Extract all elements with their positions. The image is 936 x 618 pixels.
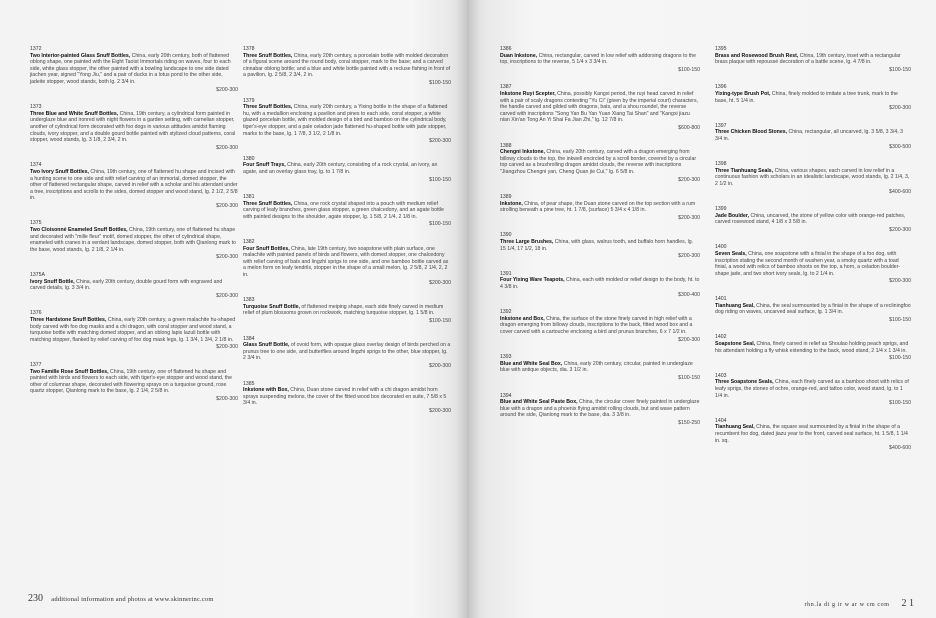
lot-number: 1395: [715, 46, 727, 52]
lot-details: China, finely carved in relief as Shoulao holding peach sprigs, and his attendant holding a fly whisk extending to the back, wood stand, 2 1/4 x 1 3/4 in.: [715, 341, 909, 354]
lot-details: of ovoid form, with opaque glass overlay design of birds perched on a prunus tree to one side, and butterflies around lingzhi sprigs to the other, blue stopper, lg. 2 3/4 in.: [243, 342, 451, 362]
lot-title: Three Tianhuang Seals,: [715, 167, 774, 174]
lot-details: China, each finely carved as a bamboo shoot with relics of leafy sprigs, the stones of ochre, orange-red, and tattoo color, wood stand, lg. to 1 1/4 in.: [715, 379, 909, 399]
left-page-number: 230: [28, 593, 43, 604]
lot-title: Duan Inkstone,: [500, 52, 538, 59]
lot-entry: [500, 194, 700, 221]
lot-description: [30, 317, 238, 343]
lot-details: China, uncarved, the stone of yellow color with orange-red patches, carved rosewood stand, 4 1/8 x 3 5/8 in.: [715, 212, 906, 226]
lot-title: Seven Seals,: [715, 251, 747, 258]
lot-description: [715, 213, 911, 226]
lot-title: Two Cloisonné Enameled Snuff Bottles,: [30, 227, 128, 234]
lot-entry: [500, 309, 700, 343]
lot-title: Glass Snuff Bottle,: [243, 342, 290, 349]
lot-entry: [243, 239, 451, 286]
lot-details: China, various shapes, each carved in low relief in a continuous fashion with scholars in an idealistic landscape, wood stands, lg. 2 1/4, 3, 2 1/2 in.: [715, 167, 910, 187]
lot-title: Inkstone with Box,: [243, 387, 289, 394]
lot-details: of flattened meiping shape, each side finely carved in medium relief of plum blossoms grown on rockwork, matching turquoise stopper, lg. 1 5/8 in.: [243, 303, 444, 317]
lot-details: China, late 19th century, two soapstone with plain surface, one malachite with painted panels of birds and flowers, with domed stopper, one chalcedony with relief carving of bats and lingzhi sprigs to one side, and one bamboo bottle carved as a melon form on leafy tendrils, stopper in the shape of a small melon, lg. 2 5/8, 2 1/4, 2, 2 in.: [243, 245, 449, 279]
lot-entry: [30, 310, 238, 351]
lot-title: Blue and White Seal Paste Box,: [500, 399, 578, 406]
lot-entry: [243, 297, 451, 324]
lot-description: [243, 201, 451, 221]
lot-details: China, early 20th century, a green malachite hu-shaped body carved with foo dog masks and a chi dragon, with coral stopper and wood stand, a turquoise bottle with matching domed stopper, and an oblong lapis lazuli bottle with matching stopper, flanked by relief carving of foo dog mask legs, lg. 1 3/4, 1 3/4, 2 1/8 in.: [30, 317, 236, 343]
lot-details: China, early 20th century, both of flattened oblong shape, one painted with the Eight Taoist Immortals riding on waves, four to each side, white glass stopper, the other painted with a bowling landscape to one side dated jiachen year, signed "Yong Jiu," and a pair of ducks in a lotus pond to the other side, jadeite stopper, wood stands, both lg. 2 3/4 in.: [30, 52, 231, 85]
lot-title: Brass and Rosewood Brush Rest,: [715, 52, 799, 59]
lot-details: China, early 20th century, carved with a dragon emerging from billowy clouds to the top, the inkwell encircled by a scroll border, covered by a circular top carved as a brushrolling dragon amidst clouds, the reverse with inscriptions "Jiangzhou Chengni yan, Cheng Quan jie Cui," lg. 6 5/8 in.: [500, 149, 697, 175]
lot-description: [500, 149, 700, 175]
lot-estimate: $100-150: [889, 355, 911, 362]
lot-title: Tianhuang Seal,: [715, 424, 755, 431]
lot-details: China, with glass, walrus tooth, and buffalo horn handles, lg. 15 1/4, 17 1/2, 18 in.: [500, 239, 694, 252]
lot-entry: [715, 418, 911, 452]
lot-estimate: $200-300: [216, 344, 238, 351]
lot-entry: [500, 232, 700, 259]
lot-entry: [715, 244, 911, 285]
lot-details: China, 19th century, one of flattened hu shape and painted with birds and flowers to each side, with tiger's-eye stopper and wood stand, the other of columnar shape, decorated with flowering sprays on a turquoise ground, rose quartz stopper, Qianlong mark to the base, lg. 2 1/4, 2 5/8 in.: [30, 368, 232, 395]
lot-description: [30, 279, 238, 292]
lot-number: 1382: [243, 239, 255, 246]
lot-number: 1403: [715, 372, 727, 379]
lot-number: 1392: [500, 309, 512, 316]
lot-estimate: $200-300: [678, 336, 700, 343]
lot-title: Yixing-type Brush Pot,: [715, 90, 771, 97]
lot-description: [243, 162, 451, 175]
lot-description: [715, 251, 911, 277]
lot-description: [500, 277, 700, 290]
lot-estimate: $200-300: [216, 144, 238, 151]
lot-title: Three Snuff Bottles,: [243, 104, 293, 111]
lot-title: Blue and White Seal Box,: [500, 360, 563, 367]
column-1: [30, 46, 238, 414]
lot-number: 1401: [715, 296, 727, 303]
lot-description: [30, 369, 238, 395]
lot-details: China, the surface of the stone finely carved in high relief with a dragon emerging from billowy clouds, inscriptions to the back, fitted wood box and a cover carved with a cartouche enclosing a bird and prunus branches, 6 x 7 1/2 in.: [500, 315, 693, 335]
lot-number: 1393: [500, 354, 512, 361]
lot-entry: [30, 220, 238, 261]
lot-number: 1381: [243, 194, 255, 201]
lot-estimate: $100-150: [429, 318, 451, 324]
lot-number: 1390: [500, 232, 512, 239]
lot-title: Three Hardstone Snuff Bottles,: [30, 317, 107, 323]
lot-number: 1391: [500, 270, 512, 277]
lot-description: [30, 169, 238, 202]
lot-entry: [715, 206, 911, 233]
lot-number: 1400: [715, 244, 727, 251]
lot-description: [500, 361, 700, 374]
lot-description: [500, 399, 700, 419]
lot-details: China, one soapstone with a finial in the shape of a foo dog, with inscription stating the second month of wushen year, a smoky quartz with a toad finial, a wood with relics of bamboo shoots on the top, a horn, a celadon boulder-shape jade, and two short ivory seals, lg. to 2 1/4 in.: [715, 251, 901, 277]
lot-estimate: $100-150: [678, 374, 700, 381]
lot-details: China, 19th century, one of flattened hu shape and incised with a hunting scene to one side and with relief carving of an immortal, domed stopper, the other of flattened rectangular shape, carved in relief with a scholar and his attendant under a tree, inscriptions and scrolls to the sides, domed stopper and wood stand, lg. 2 1/2, 2 5/8 in.: [30, 168, 238, 202]
lot-title: Turquoise Snuff Bottle,: [243, 303, 300, 310]
right-page-number: 2 1: [901, 598, 914, 609]
lot-details: China, rectangular, all uncarved, lg. 3 5/8, 3 3/4, 3 3/4 in.: [715, 129, 903, 142]
lot-title: Inkstone,: [500, 200, 523, 207]
lot-estimate: $200-300: [216, 254, 238, 261]
lot-details: China, early 20th century, circular, painted in underglaze blue with antique objects, dia. 3 1/2 in.: [500, 360, 693, 374]
lot-description: [715, 424, 911, 444]
lot-entry: [715, 373, 911, 407]
lot-description: [715, 341, 911, 354]
lot-number: 1386: [500, 46, 512, 52]
lot-estimate: $200-300: [216, 395, 238, 402]
lot-entry: [30, 46, 238, 93]
lot-number: 1389: [500, 194, 512, 201]
lot-title: Four Snuff Trays,: [243, 162, 286, 169]
lot-estimate: $200-300: [889, 226, 911, 233]
lot-entry: [243, 194, 451, 228]
lot-estimate: $100-150: [889, 400, 911, 407]
lot-number: 1375A: [30, 272, 46, 279]
lot-entry: [715, 84, 911, 111]
lot-details: China, early 20th century, a porcelain bottle with molded decoration of a figural scene around the round body, coral stopper, mark to the base; and a carved cinnabar oblong bottle; and a blue and white bottle painted with a recluse fishing in front of a pavilion, lg. 2 5/8, 2 3/4, 2 in.: [243, 52, 451, 79]
lot-description: [715, 91, 911, 104]
column-4: [715, 46, 911, 463]
lot-details: China, the square seal surmounted by a finial in the shape of a recumbent foo dog, dated jiazu year to the front, carved seal surface, ht. 1 5/8, 1 1/4 in. sq.: [715, 424, 908, 444]
lot-title: Three Chicken Blood Stones,: [715, 129, 788, 136]
lot-estimate: $200-300: [889, 105, 911, 112]
lot-title: Three Large Brushes,: [500, 239, 554, 246]
right-footer: [805, 593, 914, 611]
lot-estimate: $100-150: [889, 66, 911, 73]
lot-estimate: $200-300: [678, 253, 700, 260]
lot-details: China, Duan stone carved in relief with a chi dragon amidst horn sprays suspending melons, the cover of the fitted wood box decorated en suite, 7 5/8 x 5 3/4 in.: [243, 387, 447, 407]
lot-title: Two Interior-painted Glass Snuff Bottles,: [30, 52, 131, 59]
lot-estimate: $600-800: [678, 124, 700, 131]
right-page: [468, 0, 936, 618]
lot-description: [715, 53, 911, 66]
lot-entry: [715, 123, 911, 150]
lot-entry: [715, 296, 911, 323]
lot-number: 1394: [500, 392, 512, 399]
lot-description: [715, 129, 911, 142]
lot-number: 1373: [30, 104, 42, 111]
lot-title: Four Snuff Bottles,: [243, 245, 290, 252]
lot-estimate: $400-600: [889, 445, 911, 452]
column-2: [243, 46, 451, 426]
lot-estimate: $400-600: [889, 188, 911, 195]
lot-estimate: $150-250: [678, 419, 700, 426]
lot-estimate: $200-300: [216, 292, 238, 299]
lot-estimate: $100-150: [429, 79, 451, 86]
lot-estimate: $200-300: [429, 279, 451, 286]
lot-description: [500, 53, 700, 66]
lot-title: Chengni Inkstone,: [500, 149, 545, 156]
lot-entry: [500, 46, 700, 73]
lot-details: China, possibly Kangxi period, the ruyi head carved in relief with a pair of scaly dragons contesting "Yu Ci" (given by the imperial court) characters, the handle carved and gilded with dragons, bats, and a shou roundel, the reverse carved with inscriptions "Song Yan Bu Yan Yuan Xiang Tai Shan" and "Kangxi jiazu nian Xin'an Tong An Yi Shai Fa Jian Zhi," lg. 12 7/8 in.: [500, 90, 699, 124]
lot-description: [243, 104, 451, 137]
lot-title: Four Yixing Ware Teapots,: [500, 277, 565, 284]
lot-description: [243, 53, 451, 79]
lot-title: Jade Boulder,: [715, 212, 750, 219]
lot-number: 1378: [243, 46, 255, 52]
left-footer: [28, 593, 214, 604]
lot-details: China, early 20th century, double gourd form with engraved and carved details, lg. 3 3/4 in.: [30, 278, 223, 292]
lot-entry: [243, 46, 451, 87]
lot-estimate: $200-300: [678, 176, 700, 183]
lot-title: Three Snuff Bottles,: [243, 52, 293, 59]
lot-estimate: $100-150: [429, 176, 451, 183]
lot-entry: [715, 334, 911, 361]
lot-number: 1398: [715, 161, 727, 168]
lot-estimate: $100-150: [678, 66, 700, 73]
lot-estimate: $100-150: [429, 221, 451, 228]
lot-entry: [500, 393, 700, 427]
lot-description: [243, 246, 451, 279]
lot-title: Soapstone Seal,: [715, 341, 756, 347]
lot-estimate: $200-300: [216, 202, 238, 209]
lot-estimate: $300-500: [889, 143, 911, 150]
lot-description: [715, 379, 911, 399]
lot-entry: [243, 381, 451, 415]
lot-title: Two Famille Rose Snuff Bottles,: [30, 368, 109, 375]
lot-estimate: $100-150: [889, 316, 911, 323]
lot-estimate: $200-300: [216, 86, 238, 93]
lot-number: 1384: [243, 335, 255, 342]
lot-details: China, each with molded or relief design to the body, ht. to 4 3/8 in.: [500, 277, 700, 291]
lot-entry: [500, 354, 700, 381]
lot-entry: [30, 272, 238, 299]
lot-description: [243, 387, 451, 407]
lot-number: 1380: [243, 155, 255, 162]
lot-details: China, 19th century, inset with a rectangular brass plaque with repoussé decoration of a battle scene, lg. 4 7/8 in.: [715, 52, 901, 66]
lot-number: 1397: [715, 122, 727, 129]
lot-number: 1372: [30, 46, 42, 52]
lot-details: China, early 20th century, a Yixing bottle in the shape of a flattened hu, with a medallion enclosing a pavilion and pines to each side, coral stopper, a white glazed porcelain bottle, with molded design of a bird and bamboo on the cylindrical body, tiger's-eye stopper, and a pale celadon jade flattened hu-shaped bottle with jade stopper, marks to the base, lg. 1 7/8, 3 1/2, 2 1/8 in.: [243, 104, 448, 137]
lot-number: 1377: [30, 361, 42, 368]
lot-description: [500, 201, 700, 214]
lot-title: Tianhuang Seal,: [715, 302, 755, 309]
lot-description: [30, 53, 238, 86]
lot-title: Inkstone Ruyi Scepter,: [500, 90, 556, 97]
lot-number: 1402: [715, 334, 727, 341]
lot-estimate: $300-400: [678, 291, 700, 298]
lot-description: [715, 168, 911, 188]
lot-details: China, the seal surmounted by a finial in the shape of a recliningfoo dog riding on waves, uncarved seal surface, lg. 1 3/4 in.: [715, 302, 911, 316]
lot-number: 1404: [715, 417, 727, 424]
lot-number: 1376: [30, 310, 42, 317]
lot-description: [243, 342, 451, 362]
lot-details: China, one rock crystal shaped into a pouch with medium relief carving of leafy branches, green glass stopper, a green chalcedony, and an agate bottle with painted designs to the shoulder, agate stopper, lg. 1 5/8, 2 1/4, 2 1/8 in.: [243, 200, 444, 220]
lot-description: [30, 111, 238, 144]
lot-description: [500, 316, 700, 336]
lot-entry: [243, 156, 451, 183]
lot-entry: [500, 271, 700, 298]
column-3: [500, 46, 700, 438]
lot-number: 1396: [715, 84, 727, 91]
lot-details: China, of pear shape, the Duan stone carved on the top section with a rum strolling beneath a pine tree, ht. 1 7/8, (surface) 5 3/4 x 4 1/8 in.: [500, 200, 696, 214]
lot-details: China, 19th century, one of flattened hu shape and decorated with "mille fleur" motif, domed stopper, the other of cylindrical shape, enameled with cranes in a verdant landscape, domed stopper, both with Qianlong mark to the base, wood stands, lg. 2 1/8, 2 1/4 in.: [30, 227, 236, 253]
lot-description: [243, 304, 451, 317]
lot-estimate: $200-300: [429, 362, 451, 369]
lot-details: China, 19th century, a cylindrical form painted in underglaze blue and ironred with night flowers in a garden setting, with carnelian stopper, another of cylindrical form decorated with foo dogs in various attitudes amidst flaming clouds, ivory stopper, and a double gourd bottle painted with stylized cloud patterns, coral stopper, wood stands, lg. 3 1/8, 2 3/4, 2 in.: [30, 110, 236, 144]
lot-entry: [243, 98, 451, 145]
lot-number: 1388: [500, 142, 512, 149]
lot-description: [30, 227, 238, 253]
lot-title: Three Blue and White Snuff Bottles,: [30, 110, 119, 117]
lot-details: China, rectangular, carved in low relief with addorsing dragons to the top, inscriptions to the reverse, 5 1/4 x 3 3/4 in.: [500, 52, 697, 66]
lot-estimate: $200-300: [889, 278, 911, 285]
right-footer-text: rhn.la di g ir w ar w cm com: [804, 602, 890, 608]
lot-entry: [500, 143, 700, 184]
left-footer-text: additional information and photos at www.skinnerinc.com: [51, 596, 214, 603]
lot-entry: [243, 336, 451, 370]
lot-details: China, finely molded to imitate a tree trunk, mark to the base, ht. 5 1/4 in.: [715, 90, 898, 104]
lot-entry: [715, 161, 911, 195]
lot-entry: [715, 46, 911, 73]
lot-title: Two Ivory Snuff Bottles,: [30, 168, 89, 175]
lot-title: Three Snuff Bottles,: [243, 200, 293, 207]
lot-description: [500, 91, 700, 124]
lot-estimate: $200-300: [429, 407, 451, 414]
lot-number: 1374: [30, 162, 42, 169]
lot-details: China, early 20th century, consisting of a rock crystal, an ivory, an agate, and an overlay glass tray, lg. to 1 7/8 in.: [243, 162, 438, 175]
lot-entry: [30, 104, 238, 151]
lot-entry: [500, 84, 700, 131]
lot-description: [500, 239, 700, 252]
lot-title: Ivory Snuff Bottle,: [30, 278, 75, 285]
lot-number: 1379: [243, 97, 255, 104]
lot-title: Three Soapstone Seals,: [715, 379, 774, 386]
lot-entry: [30, 162, 238, 209]
lot-number: 1387: [500, 84, 512, 91]
lot-number: 1399: [715, 206, 727, 213]
lot-title: Inkstone and Box,: [500, 315, 545, 322]
lot-number: 1385: [243, 380, 255, 387]
lot-number: 1375: [30, 220, 42, 227]
lot-estimate: $200-300: [429, 138, 451, 145]
lot-entry: [30, 362, 238, 403]
lot-details: China, the circular cover finely painted in underglaze blue with a dragon and a phoenix flying amidst rolling clouds, but and wave pattern around the side, Qianlong mark to the base, dia. 3 3/8 in.: [500, 399, 700, 419]
lot-estimate: $200-300: [678, 214, 700, 221]
lot-description: [715, 303, 911, 316]
gutter-shadow: [456, 0, 480, 618]
lot-number: 1383: [243, 297, 255, 304]
